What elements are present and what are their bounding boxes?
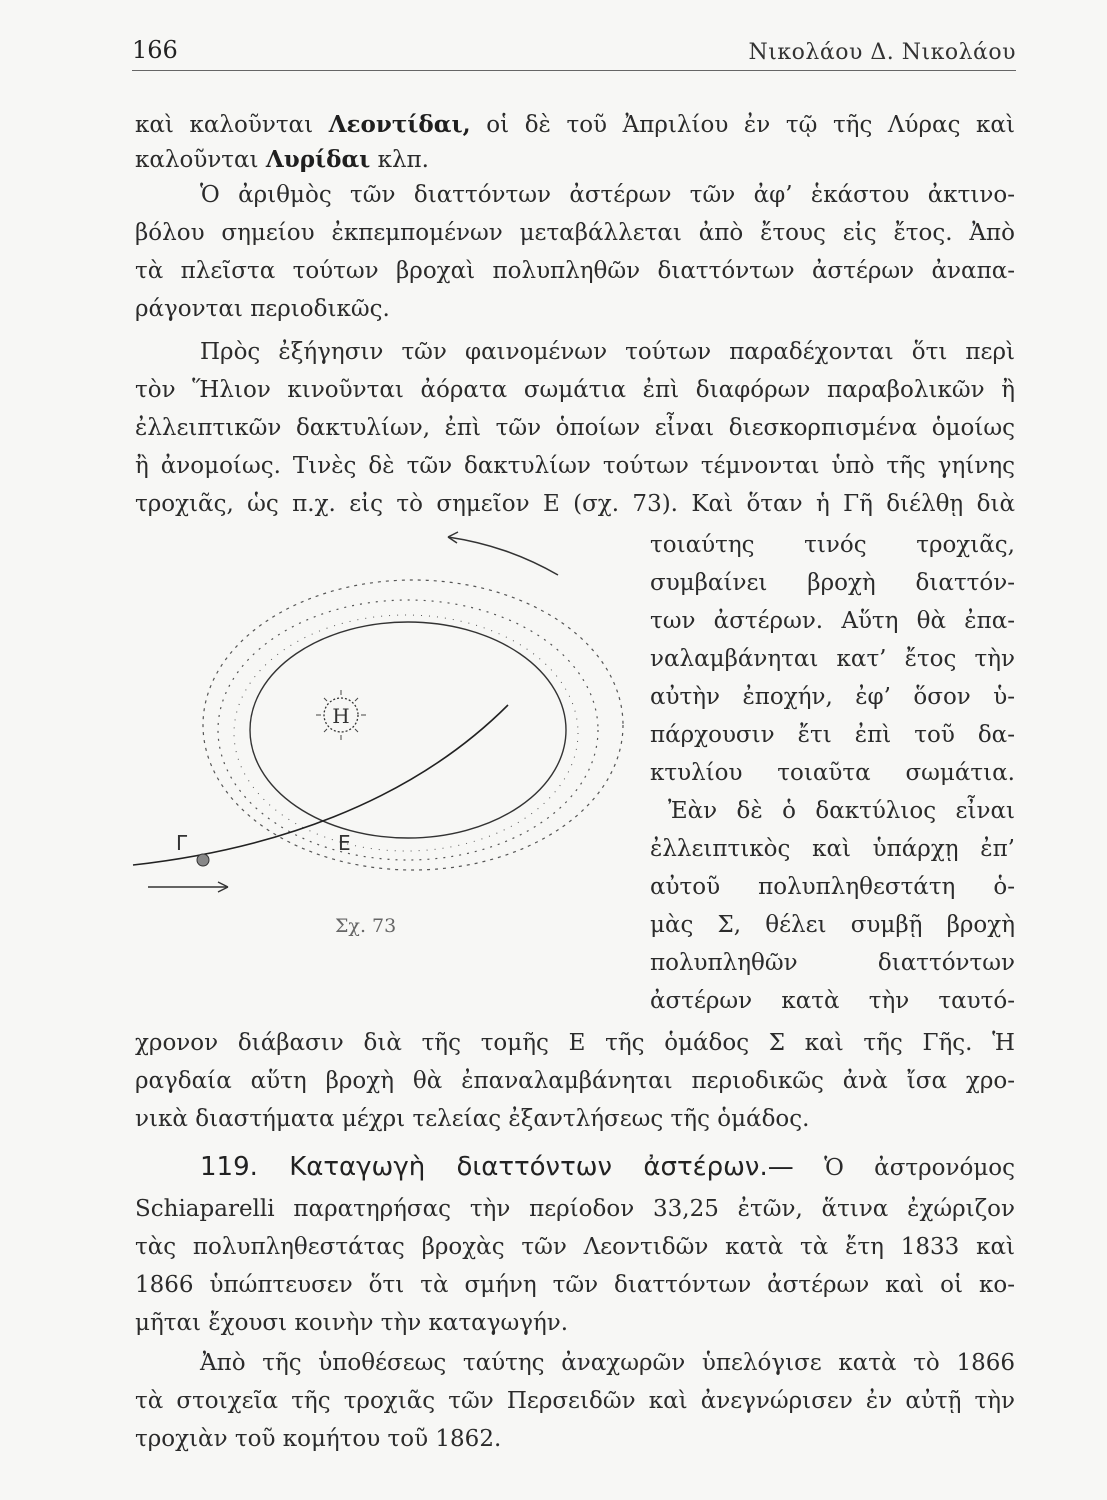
- side-line: μὰς Σ, θέλει συμβῇ βροχὴ: [650, 912, 1015, 938]
- page-number: 166: [132, 36, 178, 64]
- body-line: ἢ ἀνομοίως. Τινὲς δὲ τῶν δακτυλίων τούτων τέμνονται ὑπὸ τῆς γηίνης: [135, 453, 1015, 479]
- page-header: [132, 36, 1016, 72]
- body-line: καὶ καλοῦνται Λεοντίδαι, οἱ δὲ τοῦ Ἀπριλίου ἐν τῷ τῆς Λύρας καὶ: [135, 111, 1015, 138]
- body-line: ράγονται περιοδικῶς.: [135, 296, 390, 322]
- body-line: Ὁ ἀριθμὸς τῶν διαττόντων ἀστέρων τῶν ἀφ’ ἑκάστου ἀκτινο-: [200, 182, 1015, 208]
- side-line: ἐλλειπτικὸς καὶ ὑπάρχῃ ἐπ’: [650, 836, 1015, 862]
- body-line: τὰ στοιχεῖα τῆς τροχιᾶς τῶν Περσειδῶν καὶ ἀνεγνώρισεν ἐν αὐτῇ τὴν: [135, 1388, 1015, 1414]
- body-line: Πρὸς ἐξήγησιν τῶν φαινομένων τούτων παραδέχονται ὅτι περὶ: [200, 339, 1015, 365]
- body-line: 1866 ὑπώπτευσεν ὅτι τὰ σμήνη τῶν διαττόντων ἀστέρων καὶ οἱ κο-: [135, 1272, 1015, 1298]
- side-line: αὐτοῦ πολυπληθεστάτη ὁ-: [650, 874, 1015, 900]
- ring-orbit: [250, 622, 566, 838]
- body-line: τὸν Ἥλιον κινοῦνται ἀόρατα σωμάτια ἐπὶ διαφόρων παραβολικῶν ἢ: [135, 377, 1015, 403]
- body-line: Ἀπὸ τῆς ὑποθέσεως ταύτης ἀναχωρῶν ὑπελόγισε κατὰ τὸ 1866: [200, 1350, 1015, 1376]
- term-lyrids: Λυρίδαι: [265, 146, 371, 173]
- side-line: τοιαύτης τινός τροχιᾶς,: [650, 532, 1015, 558]
- side-line: πολυπληθῶν διαττόντων: [650, 950, 1015, 976]
- side-line: Ἐὰν δὲ ὁ δακτύλιος εἶναι: [668, 798, 1015, 824]
- side-line: ναλαμβάνηται κατ’ ἔτος τὴν: [650, 646, 1015, 672]
- body-line: ἐλλειπτικῶν δακτυλίων, ἐπὶ τῶν ὁποίων εἶναι διεσκορπισμένα ὁμοίως: [135, 415, 1015, 441]
- side-line: κτυλίου τοιαῦτα σωμάτια.: [650, 760, 1015, 786]
- side-line: πάρχουσιν ἔτι ἐπὶ τοῦ δα-: [650, 722, 1015, 748]
- meteor-ring: [203, 580, 623, 870]
- side-line: συμβαίνει βροχὴ διαττόν-: [650, 570, 1015, 596]
- term-leonids: Λεοντίδαι,: [328, 111, 471, 138]
- header-rule: [132, 70, 1016, 71]
- body-line: τροχιᾶς, ὡς π.χ. εἰς τὸ σημεῖον Ε (σχ. 73). Καὶ ὅταν ἡ Γῆ διέλθῃ διὰ: [135, 491, 1015, 517]
- side-line: ἀστέρων κατὰ τὴν ταυτό-: [650, 988, 1015, 1014]
- meteor-orbit-diagram: [128, 525, 638, 965]
- body-line: Schiaparelli παρατηρήσας τὴν περίοδον 33,25 ἐτῶν, ἅτινα ἐχώριζον: [135, 1196, 1015, 1222]
- body-line: μῆται ἔχουσι κοινὴν τὴν καταγωγήν.: [135, 1310, 569, 1336]
- running-head: Νικολάου Δ. Νικολάου: [748, 40, 1016, 65]
- earth-label: Γ: [176, 831, 188, 855]
- body-line: νικὰ διαστήματα μέχρι τελείας ἐξαντλήσεως τῆς ὁμάδος.: [135, 1106, 810, 1132]
- figure-73: [128, 525, 638, 965]
- earth-orbit: [133, 705, 508, 865]
- side-line: των ἀστέρων. Αὕτη θὰ ἐπα-: [650, 608, 1015, 634]
- body-line: χρονον διάβασιν διὰ τῆς τομῆς Ε τῆς ὁμάδος Σ καὶ τῆς Γῆς. Ἡ: [135, 1030, 1015, 1056]
- body-line: τὰ πλεῖστα τούτων βροχαὶ πολυπληθῶν διαττόντων ἀστέρων ἀναπα-: [135, 258, 1015, 284]
- body-line: βόλου σημείου ἐκπεμπομένων μεταβάλλεται ἀπὸ ἔτους εἰς ἔτος. Ἀπὸ: [135, 220, 1015, 246]
- figure-caption: Σχ. 73: [335, 915, 397, 937]
- earth-icon: [197, 854, 209, 866]
- section-title: 119. Καταγωγὴ διαττόντων ἀστέρων.—: [200, 1152, 794, 1182]
- intersection-label: Ε: [338, 831, 351, 855]
- side-line: αὐτὴν ἐποχήν, ἐφ’ ὅσον ὑ-: [650, 684, 1015, 710]
- body-line: ραγδαία αὕτη βροχὴ θὰ ἐπαναλαμβάνηται περιοδικῶς ἀνὰ ἴσα χρο-: [135, 1068, 1015, 1094]
- sun-label: Η: [332, 704, 350, 728]
- body-line: τροχιὰν τοῦ κομήτου τοῦ 1862.: [135, 1426, 502, 1452]
- body-line: καλοῦνται Λυρίδαι κλπ.: [135, 146, 429, 173]
- sun-icon: [316, 690, 366, 740]
- top-arrow: [448, 537, 558, 575]
- body-line: τὰς πολυπληθεστάτας βροχὰς τῶν Λεοντιδῶν κατὰ τὰ ἔτη 1833 καὶ: [135, 1234, 1015, 1260]
- section-heading-line: 119. Καταγωγὴ διαττόντων ἀστέρων.— Ὁ ἀστρονόμος: [200, 1152, 1016, 1182]
